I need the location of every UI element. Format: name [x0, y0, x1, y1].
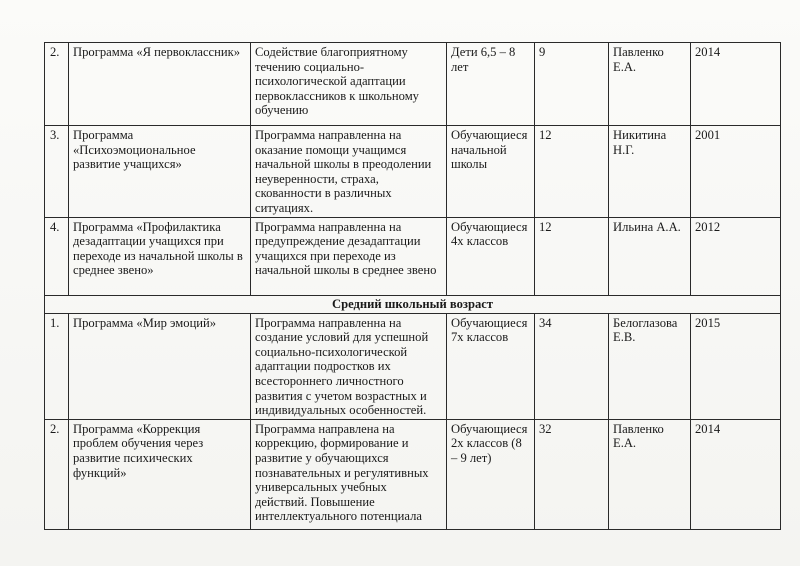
participant-count: 32 — [535, 419, 609, 529]
program-author: Павленко Е.А. — [609, 419, 691, 529]
target-audience: Обучающиеся 7х классов — [447, 313, 535, 419]
program-description: Программа направлена на коррекцию, формирование и развитие у обучающихся познавательных и регулятивных универсальных учебных действий. Повышение интеллектуального потенциала — [251, 419, 447, 529]
table-row — [45, 126, 781, 218]
program-author: Белоглазова Е.В. — [609, 313, 691, 419]
program-name: Программа «Я первоклассник» — [69, 43, 251, 126]
section-row — [45, 295, 781, 313]
target-audience: Обучающиеся 4х классов — [447, 217, 535, 295]
program-year: 2001 — [691, 126, 781, 218]
row-number: 4. — [45, 217, 69, 295]
program-name: Программа «Коррекция проблем обучения через развитие психических функций» — [69, 419, 251, 529]
row-number: 2. — [45, 419, 69, 529]
program-description: Содействие благоприятному течению социально-психологической адаптации первоклассников к школьному обучению — [251, 43, 447, 126]
participant-count: 12 — [535, 126, 609, 218]
program-description: Программа направленна на предупреждение дезадаптации учащихся при переходе из начальной школы в среднее звено — [251, 217, 447, 295]
program-year: 2014 — [691, 419, 781, 529]
target-audience: Дети 6,5 – 8 лет — [447, 43, 535, 126]
program-name: Программа «Психоэмоциональное развитие учащихся» — [69, 126, 251, 218]
program-year: 2012 — [691, 217, 781, 295]
section-title: Средний школьный возраст — [45, 295, 781, 313]
programs-table — [44, 42, 781, 530]
program-year: 2015 — [691, 313, 781, 419]
target-audience: Обучающиеся 2х классов (8 – 9 лет) — [447, 419, 535, 529]
row-number: 1. — [45, 313, 69, 419]
program-author: Ильина А.А. — [609, 217, 691, 295]
row-number: 2. — [45, 43, 69, 126]
program-name: Программа «Мир эмоций» — [69, 313, 251, 419]
table-row — [45, 313, 781, 419]
program-description: Программа направленна на оказание помощи учащимся начальной школы в преодолении неуверенности, страха, скованности в различных ситуациях. — [251, 126, 447, 218]
participant-count: 34 — [535, 313, 609, 419]
target-audience: Обучающиеся начальной школы — [447, 126, 535, 218]
program-author: Павленко Е.А. — [609, 43, 691, 126]
program-name: Программа «Профилактика дезадаптации учащихся при переходе из начальной школы в среднее звено» — [69, 217, 251, 295]
participant-count: 9 — [535, 43, 609, 126]
program-description: Программа направленна на создание условий для успешной социально-психологической адаптации подростков их всестороннего личностного развития с учетом возрастных и индивидуальных особенностей. — [251, 313, 447, 419]
table-row — [45, 43, 781, 126]
participant-count: 12 — [535, 217, 609, 295]
program-year: 2014 — [691, 43, 781, 126]
program-author: Никитина Н.Г. — [609, 126, 691, 218]
row-number: 3. — [45, 126, 69, 218]
table-row — [45, 419, 781, 529]
table-row — [45, 217, 781, 295]
